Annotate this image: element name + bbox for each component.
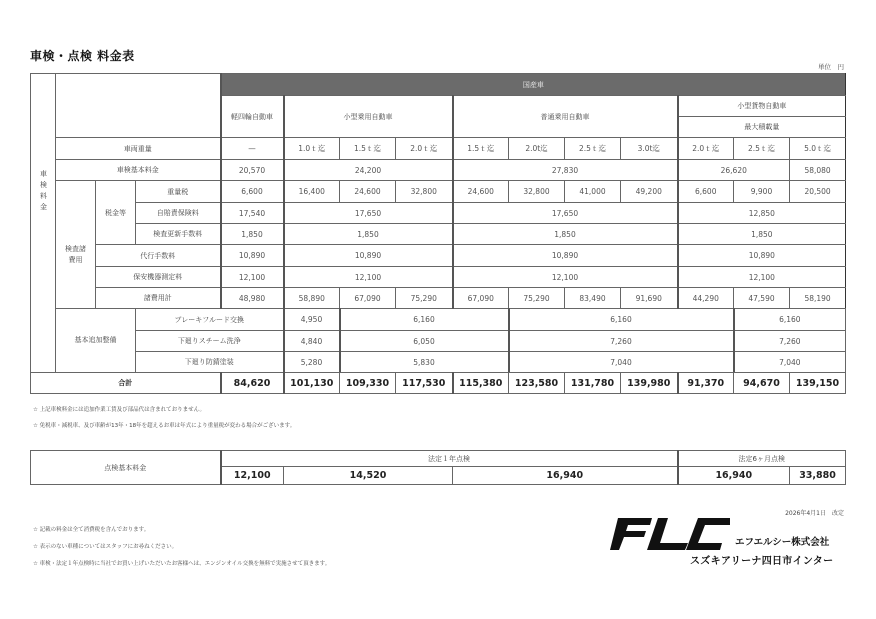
brake-fluid-kei: 4,950 — [284, 309, 340, 331]
steam-wash-kei: 4,840 — [284, 331, 340, 352]
renewal-fee-small-cargo: 1,850 — [678, 224, 846, 245]
total-label: 合計 — [31, 373, 221, 394]
weight-cell: — — [221, 138, 284, 160]
shaken-price-table — [30, 73, 846, 373]
note-line: ☆ 上記車検料金には追加作業工賃及び部品代は含まれておりません。 — [33, 407, 206, 413]
safety-test-small-cargo: 12,100 — [678, 267, 846, 288]
weight-row-label: 車両重量 — [56, 138, 221, 160]
insurance-label: 自賠責保険料 — [136, 203, 221, 224]
total-cell: 109,330 — [340, 373, 396, 394]
weight-tax-cell: 6,600 — [678, 181, 734, 203]
rustproof-small-cargo: 7,040 — [734, 352, 846, 373]
basic-fee-kei: 20,570 — [221, 160, 284, 181]
subtotal-label: 諸費用計 — [96, 288, 221, 309]
annual-kei: 12,100 — [221, 467, 284, 485]
six-month-small-cargo: 16,940 — [678, 467, 790, 485]
weight-cell: 2.5ｔ迄 — [734, 138, 790, 160]
weight-cell: 5.0ｔ迄 — [790, 138, 846, 160]
subtotal-cell: 67,090 — [340, 288, 396, 309]
insurance-kei: 17,540 — [221, 203, 284, 224]
weight-cell: 1.5ｔ迄 — [340, 138, 396, 160]
regular-passenger-header: 普通乗用自動車 — [453, 96, 678, 138]
subtotal-cell: 75,290 — [509, 288, 565, 309]
renewal-fee-label: 検査更新手数料 — [136, 224, 221, 245]
inspection-costs-label: 検査諸費用 — [56, 181, 96, 309]
origin-header: 国産車 — [221, 74, 846, 96]
taxes-label: 税金等 — [96, 181, 136, 245]
total-cell: 115,380 — [453, 373, 509, 394]
basic-fee-small-passenger: 24,200 — [284, 160, 453, 181]
weight-tax-cell: 41,000 — [565, 181, 621, 203]
unit-label: 単位 円 — [818, 63, 844, 71]
steam-wash-regular-passenger: 7,260 — [509, 331, 734, 352]
weight-cell: 1.0ｔ迄 — [284, 138, 340, 160]
safety-test-kei: 12,100 — [221, 267, 284, 288]
agency-fee-label: 代行手数料 — [96, 245, 221, 267]
weight-cell: 2.0t迄 — [509, 138, 565, 160]
subtotal-cell: 58,890 — [284, 288, 340, 309]
annual-inspection-header: 法定１年点検 — [221, 451, 678, 467]
steam-wash-small-passenger: 6,050 — [340, 331, 509, 352]
rustproof-kei: 5,280 — [284, 352, 340, 373]
six-month-inspection-header: 法定6ヶ月点検 — [678, 451, 846, 467]
total-cell: 94,670 — [734, 373, 790, 394]
subtotal-cell: 83,490 — [565, 288, 621, 309]
total-cell: 101,130 — [284, 373, 340, 394]
weight-tax-label: 重量税 — [136, 181, 221, 203]
insurance-small-cargo: 12,850 — [678, 203, 846, 224]
rustproof-label: 下廻り防錆塗装 — [136, 352, 284, 373]
total-cell: 91,370 — [678, 373, 734, 394]
inspection-price-table — [30, 450, 846, 485]
revised-date: 2026年4月1日 改定 — [785, 510, 844, 517]
annual-small-passenger: 14,520 — [284, 467, 453, 485]
safety-test-regular-passenger: 12,100 — [453, 267, 678, 288]
shaken-fee-side-label — [31, 74, 56, 373]
agency-fee-small-passenger: 10,890 — [284, 245, 453, 267]
six-month-small-cargo-5t: 33,880 — [790, 467, 846, 485]
agency-fee-kei: 10,890 — [221, 245, 284, 267]
subtotal-cell: 58,190 — [790, 288, 846, 309]
rustproof-small-passenger: 5,830 — [340, 352, 509, 373]
inspection-basic-fee-label: 点検基本料金 — [31, 451, 221, 485]
weight-cell: 2.0ｔ迄 — [396, 138, 453, 160]
total-cell: 84,620 — [221, 373, 284, 394]
weight-cell: 3.0t迄 — [621, 138, 678, 160]
total-cell: 139,980 — [621, 373, 678, 394]
agency-fee-regular-passenger: 10,890 — [453, 245, 678, 267]
safety-test-small-passenger: 12,100 — [284, 267, 453, 288]
subtotal-cell: 44,290 — [678, 288, 734, 309]
footer-note: ☆ 車検・法定１年点検時に当社でお買い上げいただいたお客様へは、エンジンオイル交換を無料で実施させて頂きます。 — [33, 561, 331, 567]
total-cell: 117,530 — [396, 373, 453, 394]
basic-fee-label: 車検基本料金 — [56, 160, 221, 181]
basic-fee-small-cargo-5t: 58,080 — [790, 160, 846, 181]
weight-tax-cell: 9,900 — [734, 181, 790, 203]
kei-header: 軽四輪自動車 — [221, 96, 284, 138]
weight-cell: 2.5ｔ迄 — [565, 138, 621, 160]
weight-cell: 1.5ｔ迄 — [453, 138, 509, 160]
company-name: エフエルシー株式会社 — [735, 537, 830, 548]
weight-tax-cell: 16,400 — [284, 181, 340, 203]
rustproof-regular-passenger: 7,040 — [509, 352, 734, 373]
brake-fluid-regular-passenger: 6,160 — [509, 309, 734, 331]
steam-wash-label: 下廻りスチーム洗浄 — [136, 331, 284, 352]
flc-logo — [610, 516, 730, 552]
weight-cell: 2.0ｔ迄 — [678, 138, 734, 160]
total-row — [30, 372, 846, 394]
total-cell: 139,150 — [790, 373, 846, 394]
insurance-small-passenger: 17,650 — [284, 203, 453, 224]
footer-note: ☆ 記載の料金は全て消費税を含んでおります。 — [33, 527, 150, 533]
brake-fluid-small-cargo: 6,160 — [734, 309, 846, 331]
annual-regular-passenger: 16,940 — [453, 467, 678, 485]
brake-fluid-label: ブレーキフルード交換 — [136, 309, 284, 331]
renewal-fee-small-passenger: 1,850 — [284, 224, 453, 245]
max-load-header: 最大積載量 — [678, 117, 846, 138]
renewal-fee-regular-passenger: 1,850 — [453, 224, 678, 245]
steam-wash-small-cargo: 7,260 — [734, 331, 846, 352]
insurance-regular-passenger: 17,650 — [453, 203, 678, 224]
basic-additional-label: 基本追加整備 — [56, 309, 136, 373]
subtotal-cell: 47,590 — [734, 288, 790, 309]
weight-tax-cell: 6,600 — [221, 181, 284, 203]
total-cell: 123,580 — [509, 373, 565, 394]
weight-tax-cell: 20,500 — [790, 181, 846, 203]
subtotal-cell: 91,690 — [621, 288, 678, 309]
weight-tax-cell: 24,600 — [453, 181, 509, 203]
total-cell: 131,780 — [565, 373, 621, 394]
small-cargo-header: 小型貨物自動車 — [678, 96, 846, 117]
store-name: スズキアリーナ四日市インター — [690, 556, 834, 567]
brake-fluid-small-passenger: 6,160 — [340, 309, 509, 331]
page-title: 車検・点検 料金表 — [30, 49, 135, 63]
weight-tax-cell: 49,200 — [621, 181, 678, 203]
basic-fee-small-cargo: 26,620 — [678, 160, 790, 181]
subtotal-cell: 48,980 — [221, 288, 284, 309]
footer-note: ☆ 表示のない車種についてはスタッフにお尋ねください。 — [33, 544, 178, 550]
subtotal-cell: 75,290 — [396, 288, 453, 309]
small-passenger-header: 小型乗用自動車 — [284, 96, 453, 138]
header-blank — [56, 74, 221, 138]
basic-fee-regular-passenger: 27,830 — [453, 160, 678, 181]
note-line: ☆ 免税車・減税車、及び車齢が13年・18年を超えるお車は年式により重量税が変わる場合がございます。 — [33, 423, 296, 429]
agency-fee-small-cargo: 10,890 — [678, 245, 846, 267]
renewal-fee-kei: 1,850 — [221, 224, 284, 245]
safety-test-label: 保安機器測定料 — [96, 267, 221, 288]
subtotal-cell: 67,090 — [453, 288, 509, 309]
weight-tax-cell: 32,800 — [396, 181, 453, 203]
weight-tax-cell: 24,600 — [340, 181, 396, 203]
weight-tax-cell: 32,800 — [509, 181, 565, 203]
shaken-fee-label: 車検料金 — [39, 170, 48, 214]
